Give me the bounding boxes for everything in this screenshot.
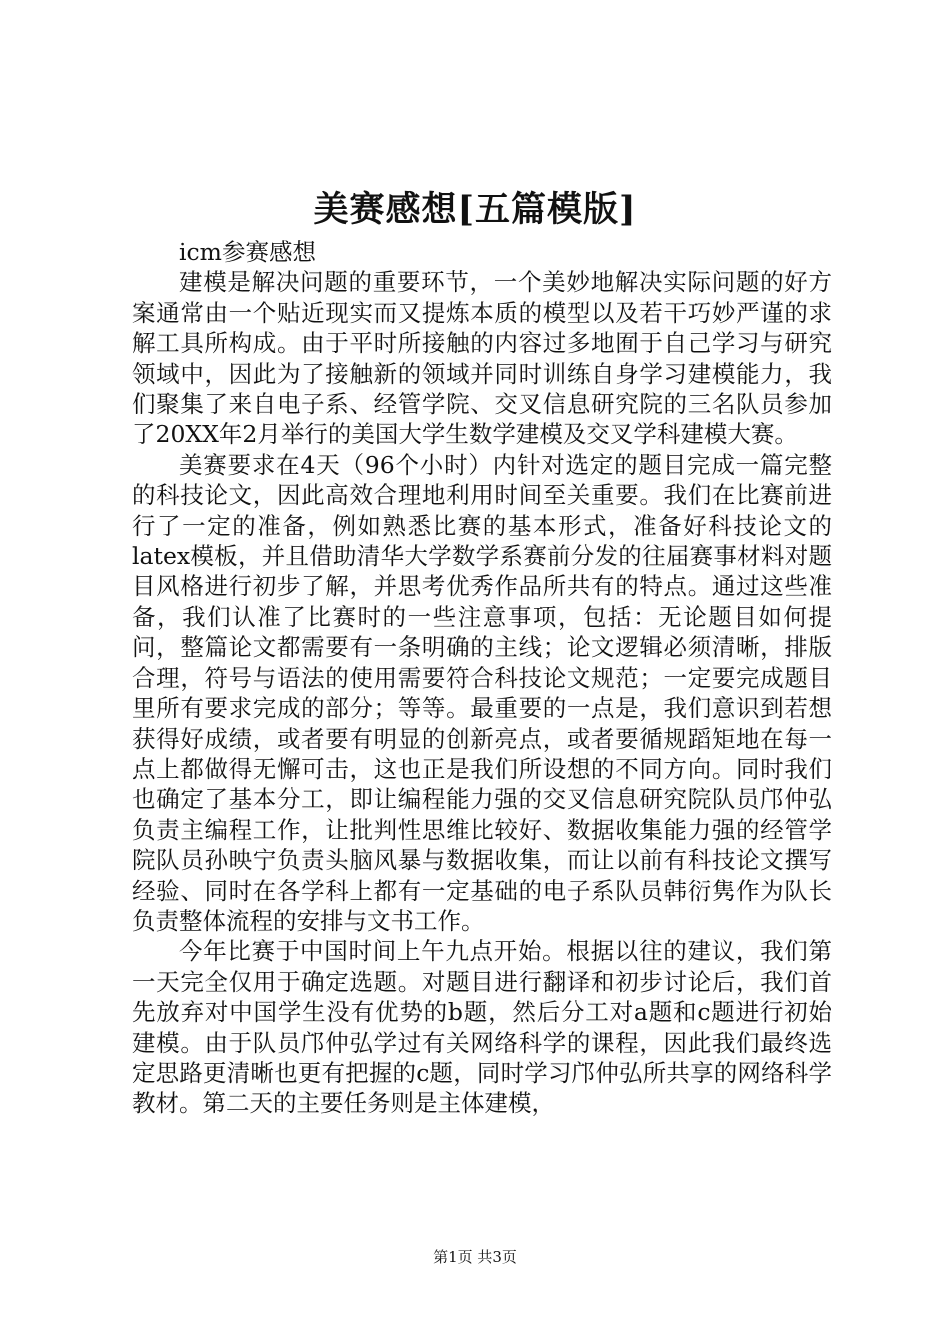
paragraph-3: 今年比赛于中国时间上午九点开始。根据以往的建议，我们第一天完全仅用于确定选题。对题目进行翻译和初步讨论后，我们首先放弃对中国学生没有优势的b题，然后分工对a题和c题进行初始建模。由于队员邝仲弘学过有关网络科学的课程，因此我们最终选定思路更清晰也更有把握的c题，同时学习邝仲弘所共享的网络科学教材。第二天的主要任务则是主体建模， [132,937,832,1118]
paragraph-2: 美赛要求在4天（96个小时）内针对选定的题目完成一篇完整的科技论文，因此高效合理地利用时间至关重要。我们在比赛前进行了一定的准备，例如熟悉比赛的基本形式，准备好科技论文的latex模板，并且借助清华大学数学系赛前分发的往届赛事材料对题目风格进行初步了解，并思考优秀作品所共有的特点。通过这些准备，我们认准了比赛时的一些注意事项，包括：无论题目如何提问，整篇论文都需要有一条明确的主线；论文逻辑必须清晰，排版合理，符号与语法的使用需要符合科技论文规范；一定要完成题目里所有要求完成的部分；等等。最重要的一点是，我们意识到若想获得好成绩，或者要有明显的创新亮点，或者要循规蹈矩地在每一点上都做得无懈可击，这也正是我们所设想的不同方向。同时我们也确定了基本分工，即让编程能力强的交叉信息研究院队员邝仲弘负责主编程工作，让批判性思维比较好、数据收集能力强的经管学院队员孙映宁负责头脑风暴与数据收集，而让以前有科技论文撰写经验、同时在各学科上都有一定基础的电子系队员韩衍隽作为队长负责整体流程的安排与文书工作。 [132,450,832,935]
paragraph-1: 建模是解决问题的重要环节，一个美妙地解决实际问题的好方案通常由一个贴近现实而又提炼本质的模型以及若干巧妙严谨的求解工具所构成。由于平时所接触的内容过多地囿于自己学习与研究领域中，因此为了接触新的领域并同时训练自身学习建模能力，我们聚集了来自电子系、经管学院、交叉信息研究院的三名队员参加了20XX年2月举行的美国大学生数学建模及交叉学科建模大赛。 [132,268,832,449]
page-footer: 第1页 共3页 [433,1248,517,1266]
document-title: 美赛感想[五篇模版] [313,189,637,230]
document-body [132,237,832,1119]
section-subtitle: icm参赛感想 [179,238,316,266]
